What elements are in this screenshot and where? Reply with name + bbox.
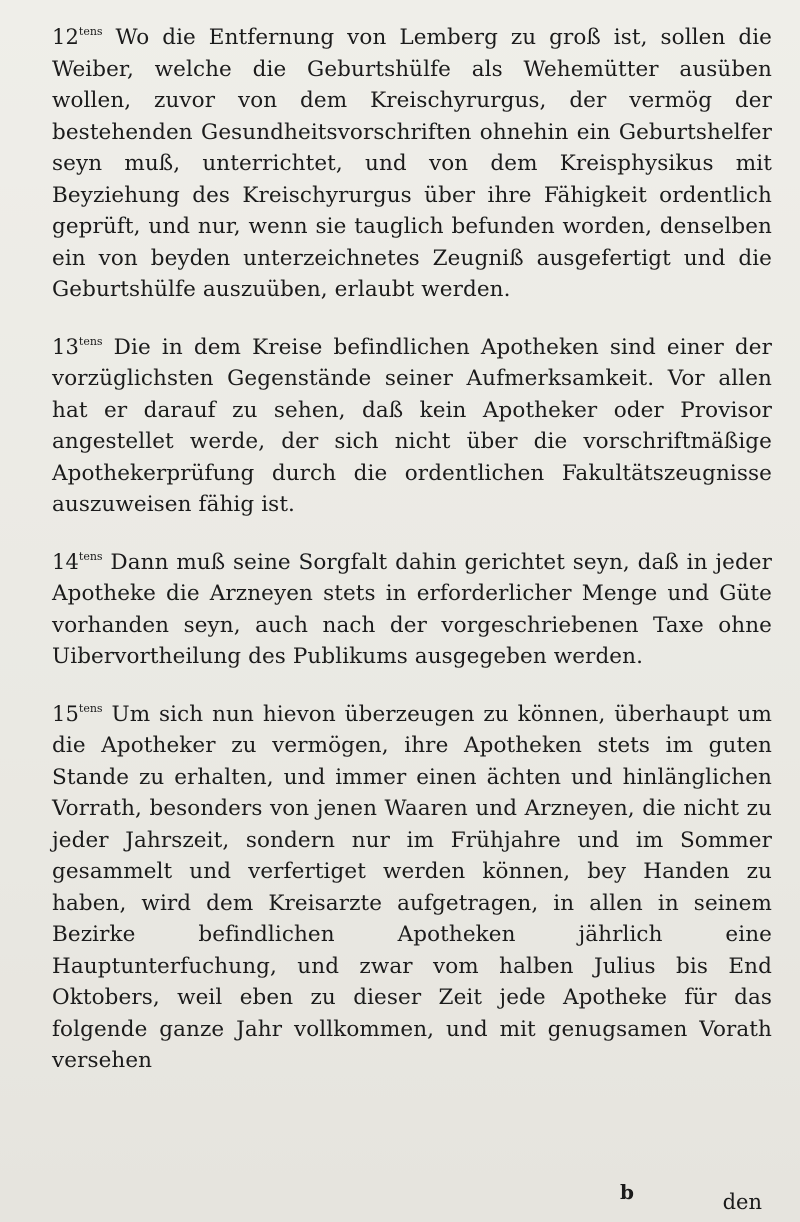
signature-mark: b <box>620 1180 634 1204</box>
paragraph-number: $14^{tens}$ <box>52 549 103 574</box>
body-text <box>52 16 772 1097</box>
paragraph-text: Dann muß seine Sorgfalt dahin gerichtet seyn, daß in jeder Apotheke die Arzneyen stets in erforderlicher Menge und Güte vorhanden seyn, auch nach der vorgeschriebenen Taxe ohne Uibervortheilung des Publikums ausgegeben werden. <box>52 549 773 669</box>
catchword: den <box>722 1190 762 1214</box>
paragraph-13 <box>52 326 772 521</box>
paragraph-15 <box>52 693 772 1077</box>
page-footer <box>0 1180 800 1214</box>
paragraph-number: $13^{tens}$ <box>52 334 103 359</box>
paragraph-text: Um sich nun hievon überzeugen zu können, überhaupt um die Apotheker zu vermögen, ihre Apotheken stets im guten Stande zu erhalten, und immer einen ächten und hinlänglichen Vorrath, besonders von jenen Waaren und Arzneyen, die nicht zu jeder Jahrszeit, sondern nur im Frühjahre und im Sommer gesammelt und verfertiget werden können, bey Handen zu haben, wird dem Kreisarzte aufgetragen, in allen in seinem Bezirke befindlichen Apotheken jährlich eine Hauptunterfuchung, und zwar vom halben Julius bis End Oktobers, weil eben zu dieser Zeit jede Apotheke für das folgende ganze Jahr vollkommen, und mit genugsamen Vorath versehen <box>52 701 772 1073</box>
paragraph-number: $15^{tens}$ <box>52 701 103 726</box>
paragraph-number: $12^{tens}$ <box>52 25 103 49</box>
paragraph-12 <box>52 16 772 306</box>
paragraph-14 <box>52 541 772 673</box>
paragraph-text: Die in dem Kreise befindlichen Apotheken sind einer der vorzüglichsten Gegenstände seiner Aufmerksamkeit. Vor allen hat er darauf zu sehen, daß kein Apotheker oder Provisor angestellet werde, der sich nicht über die vorschriftmäßige Apothekerprüfung durch die ordentlichen Fakultätszeugnisse auszuweisen fähig ist. <box>52 334 772 517</box>
paragraph-text: Wo die Entfernung von Lemberg zu groß ist, sollen die Weiber, welche die Geburtshülfe als Wehemütter ausüben wollen, zuvor von dem Kreischyrurgus, der vermög der bestehenden Gesundheitsvorschriften ohnehin ein Geburtshelfer seyn muß, unterrichtet, und von dem Kreisphysikus mit Beyziehung des Kreischyrurgus über ihre Fähigkeit ordentlich geprüft, und nur, wenn sie tauglich befunden worden, denselben ein von beyden unterzeichnetes Zeugniß ausgefertigt und die Geburtshülfe auszuüben, erlaubt werden. <box>52 25 772 302</box>
